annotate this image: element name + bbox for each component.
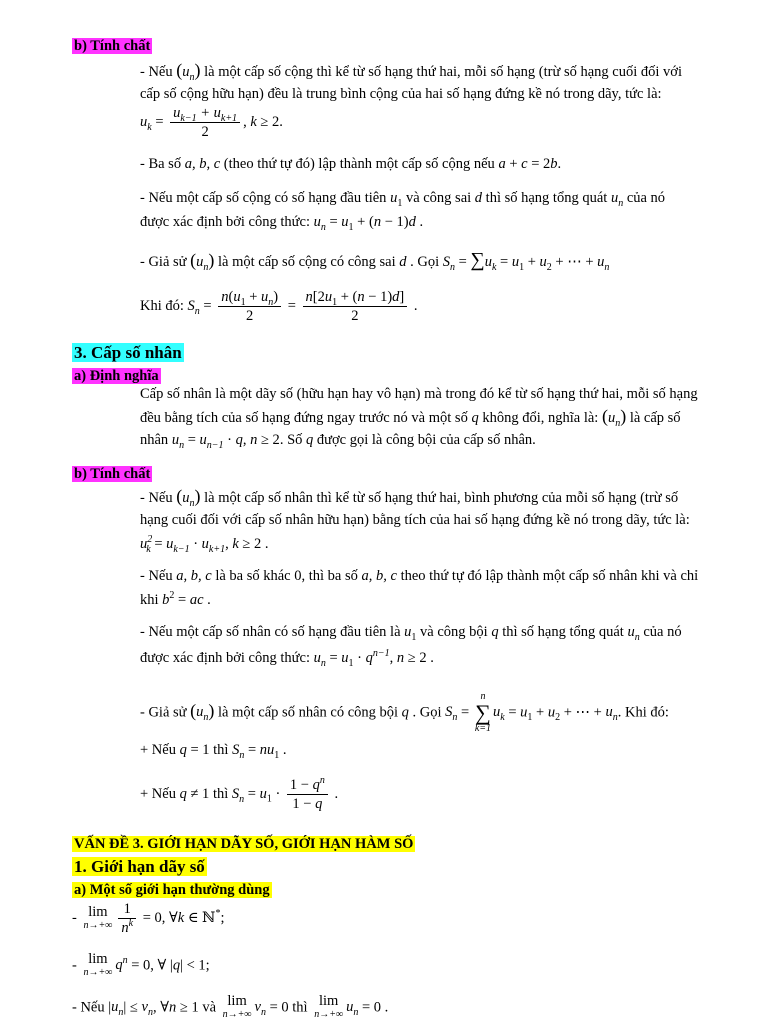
heading-text: b) Tính chất <box>74 466 151 482</box>
property-heading-geometric <box>72 464 152 484</box>
geo-def-line-3: nhân $u_n = u_{n-1} \cdot q$, n ≥ 2. Số q được gọi là công bội của cấp số nhân. <box>140 432 536 451</box>
heading-text: VẤN ĐỀ 3. GIỚI HẠN DÃY SỐ, GIỚI HẠN HÀM SỐ <box>74 836 414 852</box>
text: khi <box>140 592 159 608</box>
text: - Nếu <box>72 999 105 1016</box>
text: và <box>202 999 217 1016</box>
text: . Gọi <box>410 254 440 270</box>
text: thì <box>292 999 308 1016</box>
text: - Giả sử <box>140 704 187 721</box>
definition-heading <box>72 366 161 386</box>
heading-text: 3. Cấp số nhân <box>74 343 182 362</box>
text: của nó <box>626 190 666 206</box>
text: được xác định bởi công thức: <box>140 214 310 230</box>
arith-sum-formula: Khi đó: $S_n$ = $\frac{n(u_1 + u_n)}{2}$ = $\frac{n[2u_1 + (n - 1)d]}{2}$ . <box>140 289 418 324</box>
arith-paragraph-1-cont <box>140 84 662 104</box>
text: + Nếu <box>140 742 176 758</box>
text: là một cấp số cộng thì kể từ số hạng thứ hai, mỗi số hạng (trừ số hạng cuối đối với <box>204 64 682 80</box>
arith-mean-formula: $u_k$ = $\frac{u_{k-1} + u_{k+1}}{2}$ , k ≥ 2. <box>140 105 283 140</box>
limit-formula-2: - lim n→+∞ $q^n = 0$, ∀ |q| < 1; <box>72 951 210 978</box>
text: và công sai <box>405 190 472 206</box>
geo-paragraph-2-cont: khi $b^2$ = ac . <box>140 590 211 608</box>
text: là cấp số <box>629 410 681 426</box>
heading-text: b) Tính chất <box>74 38 151 54</box>
text: . Gọi <box>412 704 442 721</box>
geo-paragraph-1: - Nếu $(u_n)$ là một cấp số nhân thì kể từ số hạng thứ hai, bình phương của mỗi số hạng (trừ số <box>140 486 679 509</box>
text: - Giả sử <box>140 254 187 270</box>
arith-paragraph-2: - Ba số a, b, c (theo thứ tự đó) lập thành một cấp số cộng nếu a + c = 2b. <box>140 156 562 172</box>
geo-paragraph-1-cont <box>140 510 690 530</box>
geo-def-line-2: đều bằng tích của số hạng đứng ngay trước nó và một số q không đổi, nghĩa là: $(u_n)$ là cấp số <box>140 406 681 429</box>
text: Khi đó: <box>140 297 184 314</box>
text: là một cấp số nhân có công bội <box>218 704 399 721</box>
text: thì số hạng tổng quát <box>502 624 624 640</box>
text: . Khi đó: <box>617 704 669 721</box>
text: là một cấp số cộng có công sai <box>218 254 396 270</box>
text: nhân <box>140 432 169 448</box>
arith-paragraph-4: - Giả sử $(u_n)$ là một cấp số cộng có công sai d . Gọi $S_n = \sum u_k = u_1 + u_2$ + ⋯ + $u_n$ <box>140 249 610 273</box>
geo-case-2: + Nếu q ≠ 1 thì $S_n = u_1$ · $\frac{1 - q^n}{1 - q}$ . <box>140 775 339 812</box>
heading-text: a) Một số giới hạn thường dùng <box>74 882 270 898</box>
geo-paragraph-3: - Nếu một cấp số nhân có số hạng đầu tiên là $u_1$ và công bội q thì số hạng tổng quát $u_n$ của nó <box>140 624 682 643</box>
text: - Ba số <box>140 156 182 172</box>
text: không đổi, nghĩa là: <box>482 410 599 426</box>
text: . Số <box>279 432 303 448</box>
text: - Nếu <box>140 568 173 584</box>
text: là một cấp số nhân thì kể từ số hạng thứ hai, bình phương của mỗi số hạng (trừ số <box>204 490 679 506</box>
text: cấp số cộng hữu hạn) đều là trung bình cộng của hai số hạng đứng kề nó trong dãy, tức là: <box>140 86 662 102</box>
geo-square-formula: $u^2_k = u_{k-1} \cdot u_{k+1}$, k ≥ 2 . <box>140 534 269 555</box>
arith-paragraph-3-cont: được xác định bởi công thức: $u_n = u_1 + (n - 1)d$ . <box>140 214 424 233</box>
text: là ba số khác 0, thì ba số <box>215 568 358 584</box>
text: - Nếu một cấp số nhân có số hạng đầu tiên là <box>140 624 401 640</box>
property-heading-arithmetic <box>72 36 152 56</box>
text: thì số hạng tổng quát <box>485 190 608 206</box>
geo-case-1: + Nếu q = 1 thì $S_n = nu_1$ . <box>140 742 287 761</box>
heading-text: a) Định nghĩa <box>74 368 159 384</box>
text: thì <box>213 742 229 758</box>
heading-text: 1. Giới hạn dãy số <box>74 857 205 876</box>
text: - Nếu một cấp số cộng có số hạng đầu tiên <box>140 190 387 206</box>
text: đều bằng tích của số hạng đứng ngay trước nó và một số <box>140 410 468 426</box>
limit-formula-3: - Nếu $|u_n| \le v_n$, ∀n ≥ 1 và lim n→+∞ $v_n = 0$ thì lim n→+∞ $u_n = 0$ . <box>72 993 389 1020</box>
limits-subheading <box>72 880 272 900</box>
geo-paragraph-3-cont: được xác định bởi công thức: $u_n = u_1 \cdot q^{n-1}$, n ≥ 2 . <box>140 648 434 669</box>
arith-paragraph-3: - Nếu một cấp số cộng có số hạng đầu tiên $u_1$ và công sai d thì số hạng tổng quát $u_n$ của nó <box>140 190 666 209</box>
text: - Nếu <box>140 490 173 506</box>
limit-formula-1: - lim n→+∞ $\frac{1}{n^k}$ = 0, ∀k ∈ ℕ*; <box>72 901 225 936</box>
text: - Nếu <box>140 64 173 80</box>
text: của nó <box>643 624 682 640</box>
text: được xác định bởi công thức: <box>140 650 310 666</box>
text: thì <box>212 785 229 802</box>
text: + Nếu <box>140 785 176 802</box>
text: Cấp số nhân là một dãy số (hữu hạn hay vô hạn) mà trong đó kể từ số hạng thứ hai, mỗi số hạng <box>140 386 698 402</box>
chapter-heading <box>72 834 415 854</box>
geo-paragraph-4: - Giả sử $(u_n)$ là một cấp số nhân có công bội q . Gọi $S_n$ = n ∑ k=1 $u_k = u_1 + u_2$ + ⋯ + $u_n$. Khi đó: <box>140 691 669 734</box>
text: được gọi là công bội của cấp số nhân. <box>316 432 536 448</box>
section-heading-geometric <box>72 342 184 365</box>
arith-paragraph-1: - Nếu $(u_n)$ là một cấp số cộng thì kể từ số hạng thứ hai, mỗi số hạng (trừ số hạng cuối đối với <box>140 60 682 83</box>
text: và công bội <box>420 624 488 640</box>
text: theo thứ tự đó lập thành một cấp số nhân khi và chỉ <box>400 568 699 584</box>
section-heading-limits <box>72 856 207 879</box>
text: (theo thứ tự đó) lập thành một cấp số cộng nếu <box>223 156 495 172</box>
geo-def-line-1 <box>140 384 698 404</box>
text: hạng cuối đối với cấp số nhân hữu hạn) bằng tích của hai số hạng đứng kề nó trong dãy, tức là: <box>140 512 690 528</box>
geo-paragraph-2: - Nếu a, b, c là ba số khác 0, thì ba số a, b, c theo thứ tự đó lập thành một cấp số nhân khi và chỉ <box>140 568 699 584</box>
